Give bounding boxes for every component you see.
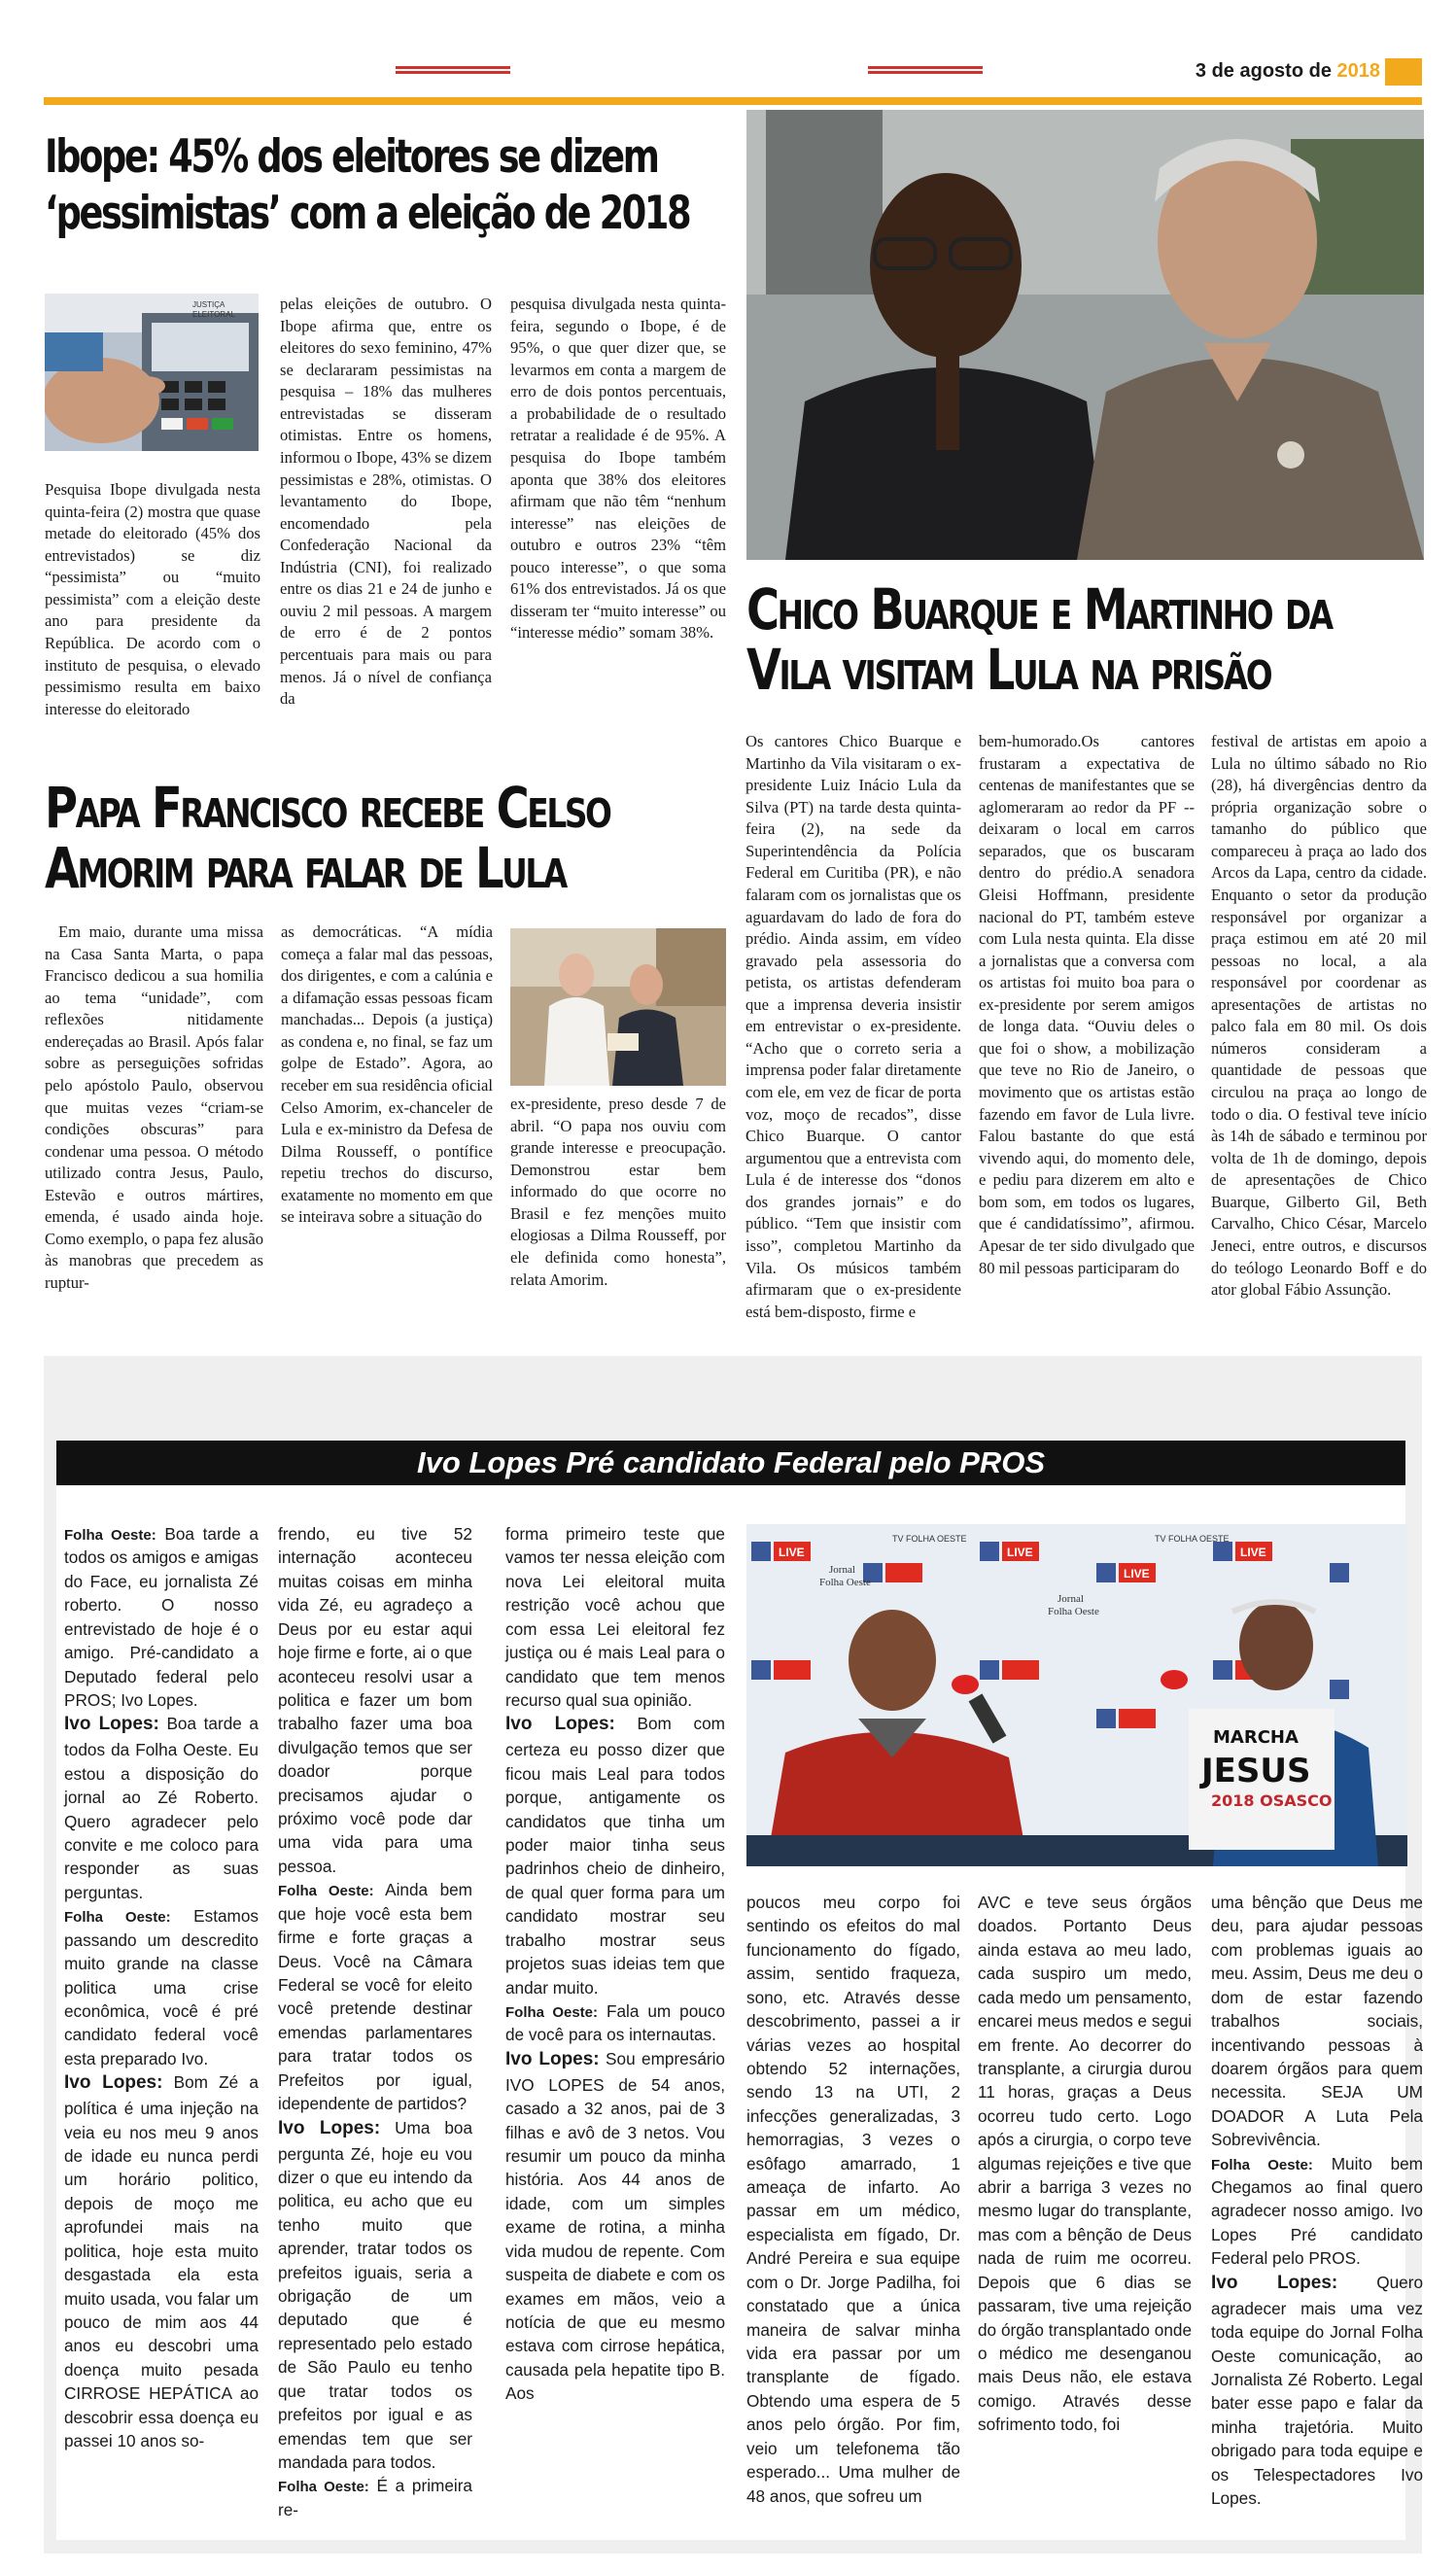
header-accent-bar xyxy=(44,97,1422,105)
ibope-headline-line1: Ibope: 45% dos eleitores se dizem xyxy=(45,130,658,184)
ibope-headline xyxy=(45,129,727,242)
ivo-c3-p3-text: Fala um pouco de você para os internautas. xyxy=(505,2000,726,2045)
ivo-c3-p4-label: Ivo Lopes: xyxy=(505,2048,600,2069)
ivo-column-4 xyxy=(746,1891,960,2508)
header-accent-box xyxy=(1385,58,1422,86)
shirt-text-bottom: 2018 OSASCO xyxy=(1211,1791,1333,1810)
ivo-c6-p3-text: Quero agradecer mais uma vez toda equipe do Jornal Folha Oeste comunicação, ao Jornalista Zé Roberto. Legal bater esse papo e falar da minha trajetória. Muito obrigado para toda equipe e os Telespectadores Ivo Lopes. xyxy=(1211,2272,1423,2509)
ivo-c2-p3 xyxy=(278,2116,472,2475)
studio-brand-3: Jornal xyxy=(1057,1593,1084,1605)
live-badge-1: LIVE xyxy=(779,1546,805,1559)
papa-headline xyxy=(45,775,729,901)
papa-column-1 xyxy=(45,921,263,1295)
ivo-c1-p4 xyxy=(64,2070,259,2452)
chico-column-1 xyxy=(745,731,961,1323)
ivo-c6-p2-label: Folha Oeste: xyxy=(1211,2156,1313,2173)
eleitoral-label: ELEITORAL xyxy=(192,310,235,319)
ivo-c3-p4-text: Sou empresário IVO LOPES de 54 anos, casado a 32 anos, pai de 3 filhas e avô de 3 netos. Vou resumir um pouco da minha história. Aos 44 anos de idade, com um simples exame de rotina, a minha vida mudou de repente. Com suspeita de diabete e com os exames em mãos, veio a notícia de que eu mesmo estava com cirrose hepática, causada pela hepatite tipo B. Aos xyxy=(505,2048,725,2404)
ivo-c2-p2-text: Ainda bem que hoje você esta bem firme e forte graças a Deus. Você na Câmara Federal se você for eleito você pretende destinar emendas parlamentares para tratar todos os Prefeitos por igual, idependente de partidos? xyxy=(278,1880,473,2114)
issue-date-year: 2018 xyxy=(1336,60,1380,82)
chico-martinho-illustration xyxy=(746,110,1424,560)
ivo-c2-p2 xyxy=(278,1878,472,2115)
ivo-c2-p4-label: Folha Oeste: xyxy=(278,2479,369,2496)
studio-interview-illustration xyxy=(746,1524,1407,1866)
ibope-column-1 xyxy=(45,479,260,720)
shirt-text-top: MARCHA xyxy=(1213,1727,1299,1748)
papa-headline-line1: Papa Francisco recebe Celso xyxy=(45,775,610,841)
ivo-c2-p4 xyxy=(278,2474,472,2521)
live-badge-2: LIVE xyxy=(1007,1546,1033,1559)
ivo-c3-p2-text: Bom com certeza eu posso dizer que ficou mais Leal para todos porque, antigamente os candidatos que tinha um poder maior tinha seus padrinhos cheio de dinheiro, de qual quer forma para um candidato mostrar seu trabalho mostrar seus projetos suas ideias tem que andar muito. xyxy=(505,1714,725,1998)
ivo-c2-p2-label: Folha Oeste: xyxy=(278,1883,374,1900)
ivo-c1-p3-text: Estamos passando um descredito muito grande na classe politica uma crise econômica, você é pré candidato federal você esta preparado Ivo. xyxy=(64,1906,259,2068)
voting-machine-photo xyxy=(45,294,259,451)
ivo-c3-p2 xyxy=(505,1712,725,1999)
ivo-c2-p1 xyxy=(278,1522,472,1878)
ivo-c3-p3 xyxy=(505,1999,725,2047)
issue-date xyxy=(1147,60,1380,83)
studio-brand-2: Folha Oeste xyxy=(819,1577,871,1588)
ivo-column-1 xyxy=(64,1522,259,2453)
justica-label: JUSTIÇA xyxy=(192,300,225,309)
ivo-c6-p3 xyxy=(1211,2271,1423,2511)
live-badge-3: LIVE xyxy=(1240,1546,1266,1559)
chico-martinho-photo xyxy=(746,110,1424,560)
papa-amorim-photo xyxy=(510,928,726,1086)
ivo-c1-p1 xyxy=(64,1522,259,1712)
papa-amorim-illustration xyxy=(510,928,726,1086)
ivo-c6-p2 xyxy=(1211,2152,1423,2271)
ivo-c1-p4-label: Ivo Lopes: xyxy=(64,2072,163,2094)
studio-brand-1: Jornal xyxy=(829,1564,855,1576)
ibope-text-2: pelas eleições de outubro. O Ibope afirma que, entre os eleitores do sexo feminino, 47% se declararam pessimistas na pesquisa – 18% das mulheres entrevistadas se disseram otimistas. Entre os homens, informou o Ibope, 43% se dizem pessimistas e 28%, otimistas. O levantamento do Ibope, encomendado pela Confederação Nacional da Indústria (CNI), foi realizado entre os dias 21 e 24 de junho e ouviu 2 mil pessoas. A margem de erro é de 2 pontos percentuais para mais ou para menos. Já o nível de confiança da xyxy=(280,295,492,709)
ivo-c6-p1-text: uma bênção que Deus me deu, para ajudar pessoas com problemas iguais ao meu. Assim, Deus me deu o dom de estar fazendo trabalhos sociais, incentivando pessoas à doarem órgãos para quem necessita. SEJA UM DOADOR A Luta Pela Sobrevivência. xyxy=(1211,1893,1423,2150)
ivo-c1-p3 xyxy=(64,1904,259,2070)
ivo-c3-p4 xyxy=(505,2047,725,2406)
ivo-column-3 xyxy=(505,1522,725,2406)
ivo-c1-p2-text: Boa tarde a todos da Folha Oeste. Eu estou a disposição do jornal ao Zé Roberto. Quero agradecer pelo convite e me coloco para responder as suas perguntas. xyxy=(64,1714,259,1902)
live-badge-4: LIVE xyxy=(1124,1567,1150,1581)
ivo-column-2 xyxy=(278,1522,472,2521)
studio-brand-4: Folha Oeste xyxy=(1048,1606,1099,1617)
ibope-text-3: pesquisa divulgada nesta quinta-feira, segundo o Ibope, é de 95%, o que quer dizer que, se levarmos em conta a margem de erro de dois pontos percentuais, a probabilidade de o resultado retratar a realidade é de 95%. A pesquisa do Ibope também aponta que 38% dos eleitores afirmam que não têm “nenhum interesse” nas eleições de outubro e outros 23% “têm pouco interesse”, o que soma 61% dos entrevistados. Já os que disseram ter “muito interesse” ou “interesse médio” somam 38%. xyxy=(510,295,726,643)
papa-headline-line2: Amorim para falar de Lula xyxy=(45,835,566,901)
ibope-column-3 xyxy=(510,294,726,644)
ivo-c6-p3-label: Ivo Lopes: xyxy=(1211,2272,1338,2293)
ivo-c6-p2-text: Muito bem Chegamos ao final quero agradecer nosso amigo. Ivo Lopes Pré candidato Federal pelo PROS. xyxy=(1211,2153,1424,2269)
ibope-column-2 xyxy=(280,294,492,711)
chico-headline-line2: Vila visitam Lula na prisão xyxy=(746,637,1271,703)
ivo-c6-p1 xyxy=(1211,1891,1423,2152)
papa-column-3 xyxy=(510,1094,726,1291)
ivo-c1-p2-label: Ivo Lopes: xyxy=(64,1714,159,1735)
ibope-text-1: Pesquisa Ibope divulgada nesta quinta-feira (2) mostra que quase metade do eleitorado (45% dos entrevistados) se diz “pessimista” ou “muito pessimista” com a eleição deste ano para presidente da República. De acordo com o instituto de pesquisa, o elevado pessimismo resulta em baixo interesse do eleitorado xyxy=(45,480,260,718)
studio-tv-2: TV FOLHA OESTE xyxy=(1155,1534,1230,1544)
ivo-c1-p1-text: Boa tarde a todos os amigos e amigas do Face, eu jornalista Zé roberto. O nosso entrevistado de hoje é o amigo. Pré-candidato a Deputado federal pelo PROS; Ivo Lopes. xyxy=(64,1524,259,1710)
chico-text-2: bem-humorado.Os cantores frustaram a expectativa de centenas de manifestantes que se aglomeraram ao redor da PF -- deixaram o local em carros separados, que os buscaram dentro do prédio.A senadora Gleisi Hoffmann, presidente nacional do PT, também esteve com Lula nesta quinta. Ela disse a jornalistas que a conversa com os artistas foi muito boa para o ex-presidente por serem amigos de longa data. “Ouviu deles o que foi o show, a mobilização que teve no Rio de Janeiro, o movimento que os artistas estão fazendo em favor de Lula livre. Falou bastante do que está vivendo aqui, do momento dele, e pediu para dizerem em alto e bom som, em todos os lugares, que é candidatíssimo”, afirmou. Apesar de ter sido divulgado que 80 mil pessoas participaram do xyxy=(979,732,1195,1277)
ivo-column-5 xyxy=(978,1891,1192,2437)
ivo-c2-p1-text: frendo, eu tive 52 internação aconteceu muitas coisas em minha vida Zé, eu agradeço a Deus por eu estar aqui hoje firme e forte, ai o que aconteceu resolvi usar a politica e fazer um bom trabalho fazer uma boa divulgação temos que ser doador porque precisamos ajudar o próximo você pode dar uma vida para uma pessoa. xyxy=(278,1524,472,1876)
ivo-c2-p3-label: Ivo Lopes: xyxy=(278,2117,381,2138)
issue-date-text: 3 de agosto de xyxy=(1195,60,1332,82)
chico-text-3: festival de artistas em apoio a Lula no último sábado no Rio (28), há divergências dentro da própria organização sobre o tamanho do público que compareceu à praça ao lado dos Arcos da Lapa, centro da cidade. Enquanto o setor da produção responsável por organizar a praça estimou em até 20 mil pessoas no local, a ala responsável por coordenar as apresentações de artistas no palco fala em 80 mil. Os dois números consideram a quantidade de pessoas que circulou na praça ao longo de todo o dia. O festival teve início às 14h de sábado e terminou por volta de 1h de domingo, depois de apresentações de Chico Buarque, Gilberto Gil, Beth Carvalho, Chico César, Marcelo Jeneci, entre outros, e discursos do teólogo Leonardo Boff e do ator global Fábio Assunção. xyxy=(1211,732,1427,1300)
papa-column-2 xyxy=(281,921,493,1229)
ivo-section-title: Ivo Lopes Pré candidato Federal pelo PROS xyxy=(56,1441,1405,1485)
ivo-c5-text: AVC e teve seus órgãos doados. Portanto Deus ainda estava ao meu lado, cada suspiro um medo, cada medo um pensamento, encarei meus medos e segui em frente. Ao decorrer do transplante, a cirurgia durou 11 horas, graças a Deus ocorreu tudo certo. Logo após a cirurgia, o corpo teve algumas rejeições e tive que abrir a barriga 3 vezes no mesmo lugar do transplante, mas com a bênção de Deus nada de ruim me ocorreu. Depois que 6 dias se passaram, tive uma rejeição do órgão transplantado onde o médico me desenganou mais Deus não, ele estava comigo. Através desse sofrimento todo, foi xyxy=(978,1893,1192,2435)
papa-text-1: Em maio, durante uma missa na Casa Santa Marta, o papa Francisco dedicou a sua homilia ao tema “unidade”, com reflexões nitidamente endereçadas ao Brasil. Após falar sobre as perseguições sofridas pelo apóstolo Paulo, observou que muitas vezes “criam-se condições obscuras” para condenar uma pessoa. O método utilizado contra Jesus, Paulo, Estevão e outros mártires, emenda, é usado ainda hoje. Como exemplo, o papa fez alusão às manobras que precedem as ruptur- xyxy=(45,922,263,1292)
studio-tv-1: TV FOLHA OESTE xyxy=(892,1534,967,1544)
chico-headline-line1: Chico Buarque e Martinho da xyxy=(746,576,1332,643)
chico-column-2 xyxy=(979,731,1195,1279)
ivo-c3-p2-label: Ivo Lopes: xyxy=(505,1714,615,1735)
ivo-c1-p1-label: Folha Oeste: xyxy=(64,1527,156,1544)
papa-text-2: as democráticas. “A mídia começa a falar mal das pessoas, dos dirigentes, e com a calúnia e a difamação essas pessoas ficam manchadas... Depois (a justiça) as condena e, no final, se faz um golpe de Estado”. Agora, ao receber em sua residência oficial Celso Amorim, ex-chanceler de Lula e ex-ministro da Defesa de Dilma Rousseff, o pontífice repetiu trechos do discurso, exatamente no momento em que se inteirava sobre a situação do xyxy=(281,922,493,1227)
ibope-headline-line2: ‘pessimistas’ com a eleição de 2018 xyxy=(45,187,690,240)
chico-column-3 xyxy=(1211,731,1427,1302)
ivo-c3-p3-label: Folha Oeste: xyxy=(505,2003,599,2021)
studio-interview-photo xyxy=(746,1524,1407,1866)
ivo-c2-p3-text: Uma boa pergunta Zé, hoje eu vou dizer o que eu intendo da politica, eu acho que eu tenho muito que aprender, tratar todos os prefeitos iguais, seria a obrigação de um deputado que é representado pelo estado de São Paulo eu tenho que tratar todos os prefeitos por igual e as emendas tem que ser mandada para todos. xyxy=(278,2117,472,2472)
papa-text-3: ex-presidente, preso desde 7 de abril. “O papa nos ouviu com grande interesse e preocupação. Demonstrou estar bem informado do que ocorre no Brasil e fez menções muito elogiosas a Dilma Rousseff, por ele definida como honesta”, relata Amorim. xyxy=(510,1095,726,1289)
chico-headline xyxy=(746,576,1431,703)
ivo-c1-p2 xyxy=(64,1712,259,1904)
chico-text-1: Os cantores Chico Buarque e Martinho da Vila visitaram o ex-presidente Luiz Inácio Lula da Silva (PT) na tarde desta quinta-feira (2), na sede da Superintendência da Polícia Federal em Curitiba (PR), e não falaram com os jornalistas que os aguardavam do lado de fora do prédio. Ainda assim, em vídeo gravado pela assessoria do petista, os artistas defenderam que a imprensa deveria insistir em entrevistar o ex-presidente. “Acho que o correto seria a imprensa poder falar diretamente com ele, em vez de ficar de porta voz, moço de recados”, disse Chico Buarque. O cantor argumentou que a entrevista com Lula é de interesse dos “donos dos grandes jornais” e do público. “Tem que insistir com isso”, completou Martinho da Vila. Os músicos também afirmaram que o ex-presidente está bem-disposto, firme e xyxy=(745,732,961,1321)
ivo-c2-p4-text: É a primeira re- xyxy=(278,2476,472,2520)
shirt-text-mid: JESUS xyxy=(1201,1752,1311,1790)
header-rule-left xyxy=(396,66,510,74)
ivo-c3-p1-text: forma primeiro teste que vamos ter nessa eleição com nova Lei eleitoral muita restrição você achou que com essa Lei eleitoral fez justiça ou é mais Leal para o candidato que tem menos recurso qual sua opinião. xyxy=(505,1524,725,1710)
voting-machine-illustration xyxy=(45,294,259,451)
header-rule-center xyxy=(868,66,983,74)
ivo-column-6 xyxy=(1211,1891,1423,2511)
ivo-c1-p3-label: Folha Oeste: xyxy=(64,1909,171,1927)
ivo-c1-p4-text: Bom Zé a política é uma injeção na veia eu nos meu 9 anos de idade eu nunca perdi um horário politico, depois de moço me aprofundei mais na politica, hoje esta muito desgastada ela esta muito usada, vou falar um pouco de mim aos 44 anos eu descobri uma doença muito pesada CIRROSE HEPÁTICA ao descobrir essa doença eu passei 10 anos so- xyxy=(64,2072,259,2451)
ivo-c4-text: poucos meu corpo foi sentindo os efeitos do mal funcionamento do fígado, assim, sentido fraqueza, sono, etc. Através desse descobrimento, passei a ir várias vezes ao hospital obtendo 52 internações, sendo 13 na UTI, 2 infecções generalizadas, 3 hemorragias, 3 vezes o esôfago amarrado, 1 ameaça de infarto. Ao passar em um médico, especialista em fígado, Dr. André Pereira e sua equipe com o Dr. Jorge Padilha, foi constatado que a única maneira de salvar minha vida era passar por um transplante de fígado. Obtendo uma espera de 5 anos pelo órgão. Por fim, veio um telefonema tão esperado... Uma mulher de 48 anos, que sofreu um xyxy=(746,1893,960,2506)
ivo-c3-p1 xyxy=(505,1522,725,1712)
